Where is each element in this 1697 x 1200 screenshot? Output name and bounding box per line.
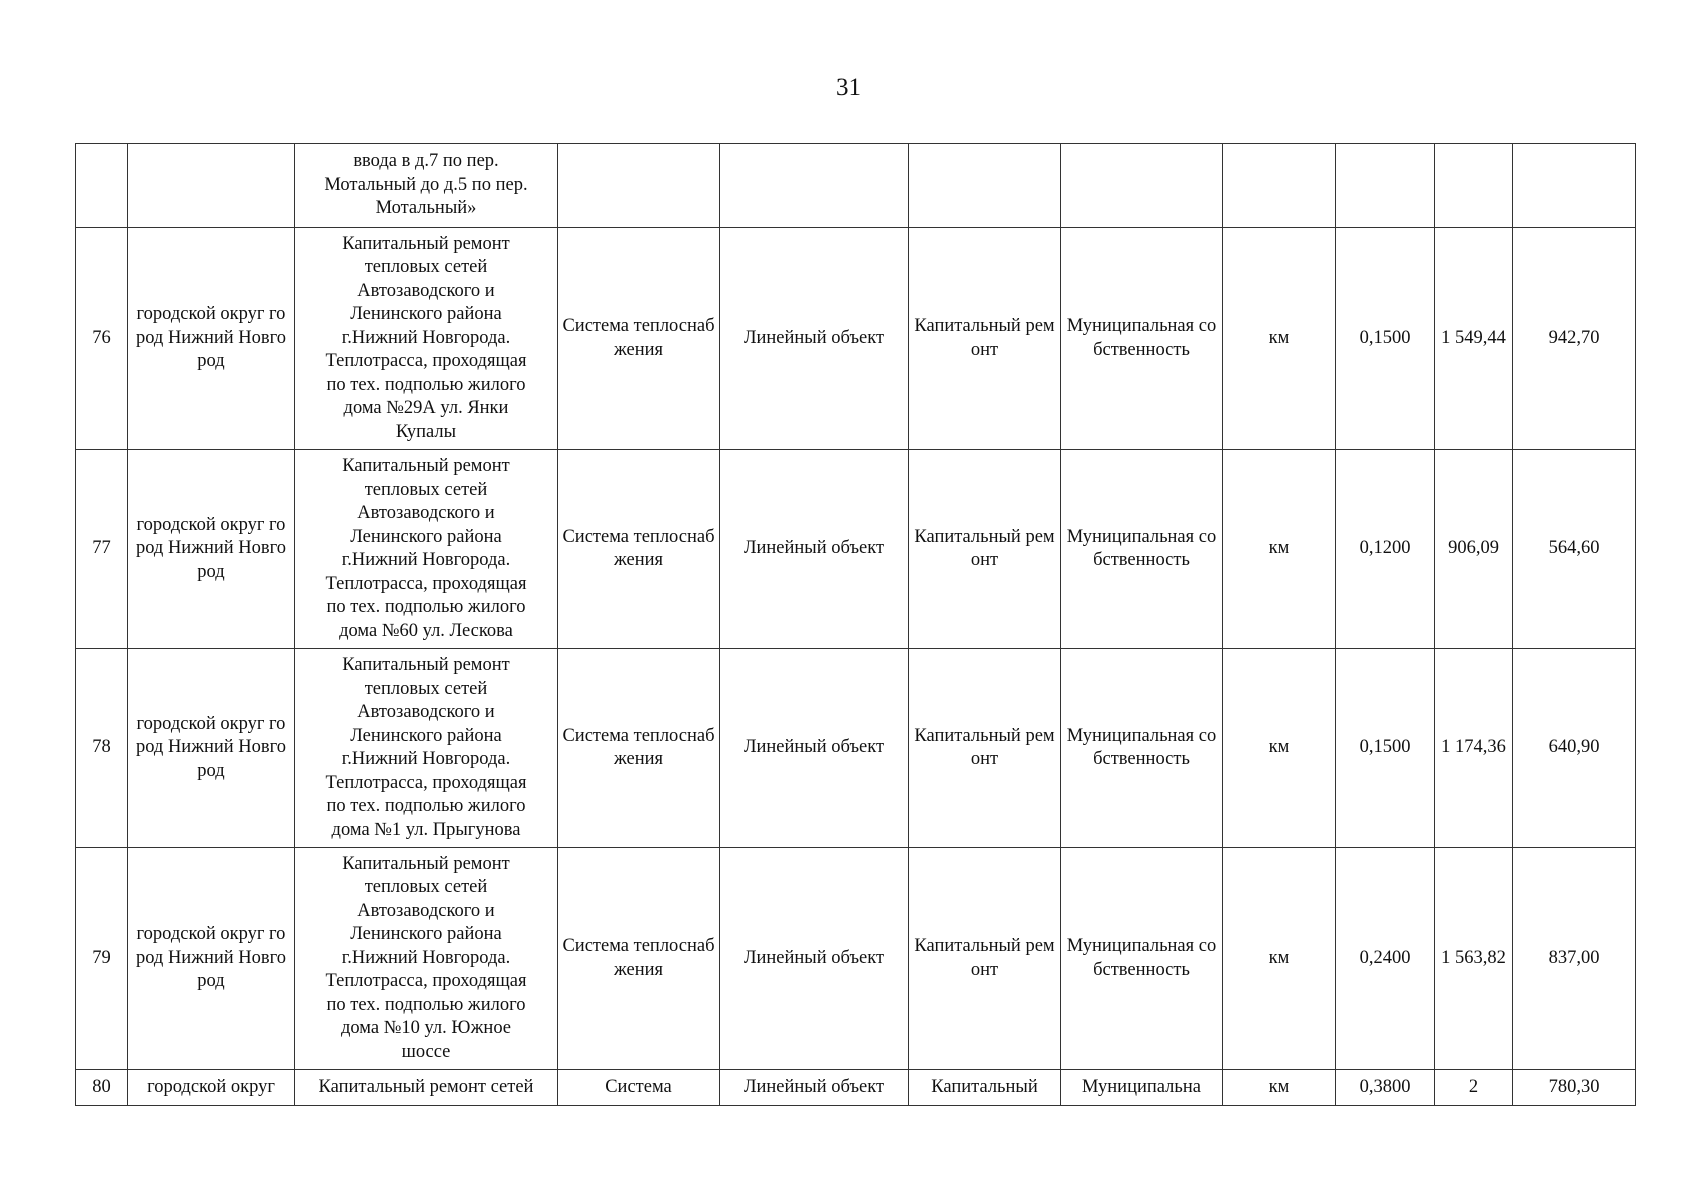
- cell-municipality: городской округ город Нижний Новгород: [128, 450, 295, 649]
- cell-work-type: Капитальный ремонт: [909, 649, 1061, 848]
- cell-sum: 837,00: [1513, 848, 1636, 1070]
- cell-cost: 906,09: [1435, 450, 1513, 649]
- cell-unit: км: [1223, 228, 1336, 450]
- cell-cost: 1 174,36: [1435, 649, 1513, 848]
- objects-table: [75, 143, 1636, 1106]
- cell-num: 80: [76, 1070, 128, 1106]
- cell-municipality: [128, 144, 295, 228]
- cell-ownership: Муниципальна: [1061, 1070, 1223, 1106]
- table-row: [76, 1070, 1636, 1106]
- cell-system: Система теплоснабжения: [558, 228, 720, 450]
- cell-object-type: Линейный объект: [720, 228, 909, 450]
- cell-num: 78: [76, 649, 128, 848]
- cell-ownership: Муниципальная собственность: [1061, 450, 1223, 649]
- cell-cost: 1 563,82: [1435, 848, 1513, 1070]
- cell-unit: [1223, 144, 1336, 228]
- cell-cost: 1 549,44: [1435, 228, 1513, 450]
- cell-unit: км: [1223, 848, 1336, 1070]
- cell-work-type: Капитальный ремонт: [909, 848, 1061, 1070]
- cell-ownership: [1061, 144, 1223, 228]
- cell-work-type: Капитальный: [909, 1070, 1061, 1106]
- page-number: 31: [836, 74, 861, 101]
- cell-object-type: [720, 144, 909, 228]
- cell-object-type: Линейный объект: [720, 1070, 909, 1106]
- cell-name: Капитальный ремонт сетей: [295, 1070, 558, 1106]
- cell-name: Капитальный ремонт тепловых сетей Автозаводского и Ленинского района г.Нижний Новгорода. Теплотрасса, проходящая по тех. подполью жилого дома №29А ул. Янки Купалы: [295, 228, 558, 450]
- table-row: [76, 450, 1636, 649]
- cell-ownership: Муниципальная собственность: [1061, 649, 1223, 848]
- cell-work-type: Капитальный ремонт: [909, 450, 1061, 649]
- table-row-continuation: [76, 144, 1636, 228]
- table-row: [76, 228, 1636, 450]
- cell-object-type: Линейный объект: [720, 450, 909, 649]
- cell-work-type: [909, 144, 1061, 228]
- cell-municipality: городской округ город Нижний Новгород: [128, 228, 295, 450]
- cell-sum: [1513, 144, 1636, 228]
- cell-name: ввода в д.7 по пер. Мотальный до д.5 по пер. Мотальный»: [295, 144, 558, 228]
- cell-sum: 780,30: [1513, 1070, 1636, 1106]
- cell-cost: [1435, 144, 1513, 228]
- cell-unit: км: [1223, 450, 1336, 649]
- cell-system: Система теплоснабжения: [558, 649, 720, 848]
- cell-work-type: Капитальный ремонт: [909, 228, 1061, 450]
- cell-num: 77: [76, 450, 128, 649]
- cell-system: Система: [558, 1070, 720, 1106]
- cell-name: Капитальный ремонт тепловых сетей Автозаводского и Ленинского района г.Нижний Новгорода. Теплотрасса, проходящая по тех. подполью жилого дома №10 ул. Южное шоссе: [295, 848, 558, 1070]
- cell-name: Капитальный ремонт тепловых сетей Автозаводского и Ленинского района г.Нижний Новгорода. Теплотрасса, проходящая по тех. подполью жилого дома №1 ул. Прыгунова: [295, 649, 558, 848]
- cell-num: 76: [76, 228, 128, 450]
- cell-sum: 564,60: [1513, 450, 1636, 649]
- cell-municipality: городской округ город Нижний Новгород: [128, 848, 295, 1070]
- cell-quantity: 0,1500: [1336, 649, 1435, 848]
- cell-municipality: городской округ город Нижний Новгород: [128, 649, 295, 848]
- table-row: [76, 649, 1636, 848]
- cell-cost: 2: [1435, 1070, 1513, 1106]
- cell-sum: 640,90: [1513, 649, 1636, 848]
- cell-unit: км: [1223, 1070, 1336, 1106]
- cell-object-type: Линейный объект: [720, 848, 909, 1070]
- cell-quantity: 0,3800: [1336, 1070, 1435, 1106]
- cell-object-type: Линейный объект: [720, 649, 909, 848]
- cell-quantity: 0,1500: [1336, 228, 1435, 450]
- cell-quantity: 0,1200: [1336, 450, 1435, 649]
- cell-system: [558, 144, 720, 228]
- cell-quantity: 0,2400: [1336, 848, 1435, 1070]
- table-row: [76, 848, 1636, 1070]
- cell-ownership: Муниципальная собственность: [1061, 228, 1223, 450]
- cell-unit: км: [1223, 649, 1336, 848]
- cell-municipality: городской округ: [128, 1070, 295, 1106]
- cell-num: [76, 144, 128, 228]
- cell-quantity: [1336, 144, 1435, 228]
- cell-system: Система теплоснабжения: [558, 450, 720, 649]
- cell-sum: 942,70: [1513, 228, 1636, 450]
- cell-name: Капитальный ремонт тепловых сетей Автозаводского и Ленинского района г.Нижний Новгорода. Теплотрасса, проходящая по тех. подполью жилого дома №60 ул. Лескова: [295, 450, 558, 649]
- cell-ownership: Муниципальная собственность: [1061, 848, 1223, 1070]
- cell-system: Система теплоснабжения: [558, 848, 720, 1070]
- cell-num: 79: [76, 848, 128, 1070]
